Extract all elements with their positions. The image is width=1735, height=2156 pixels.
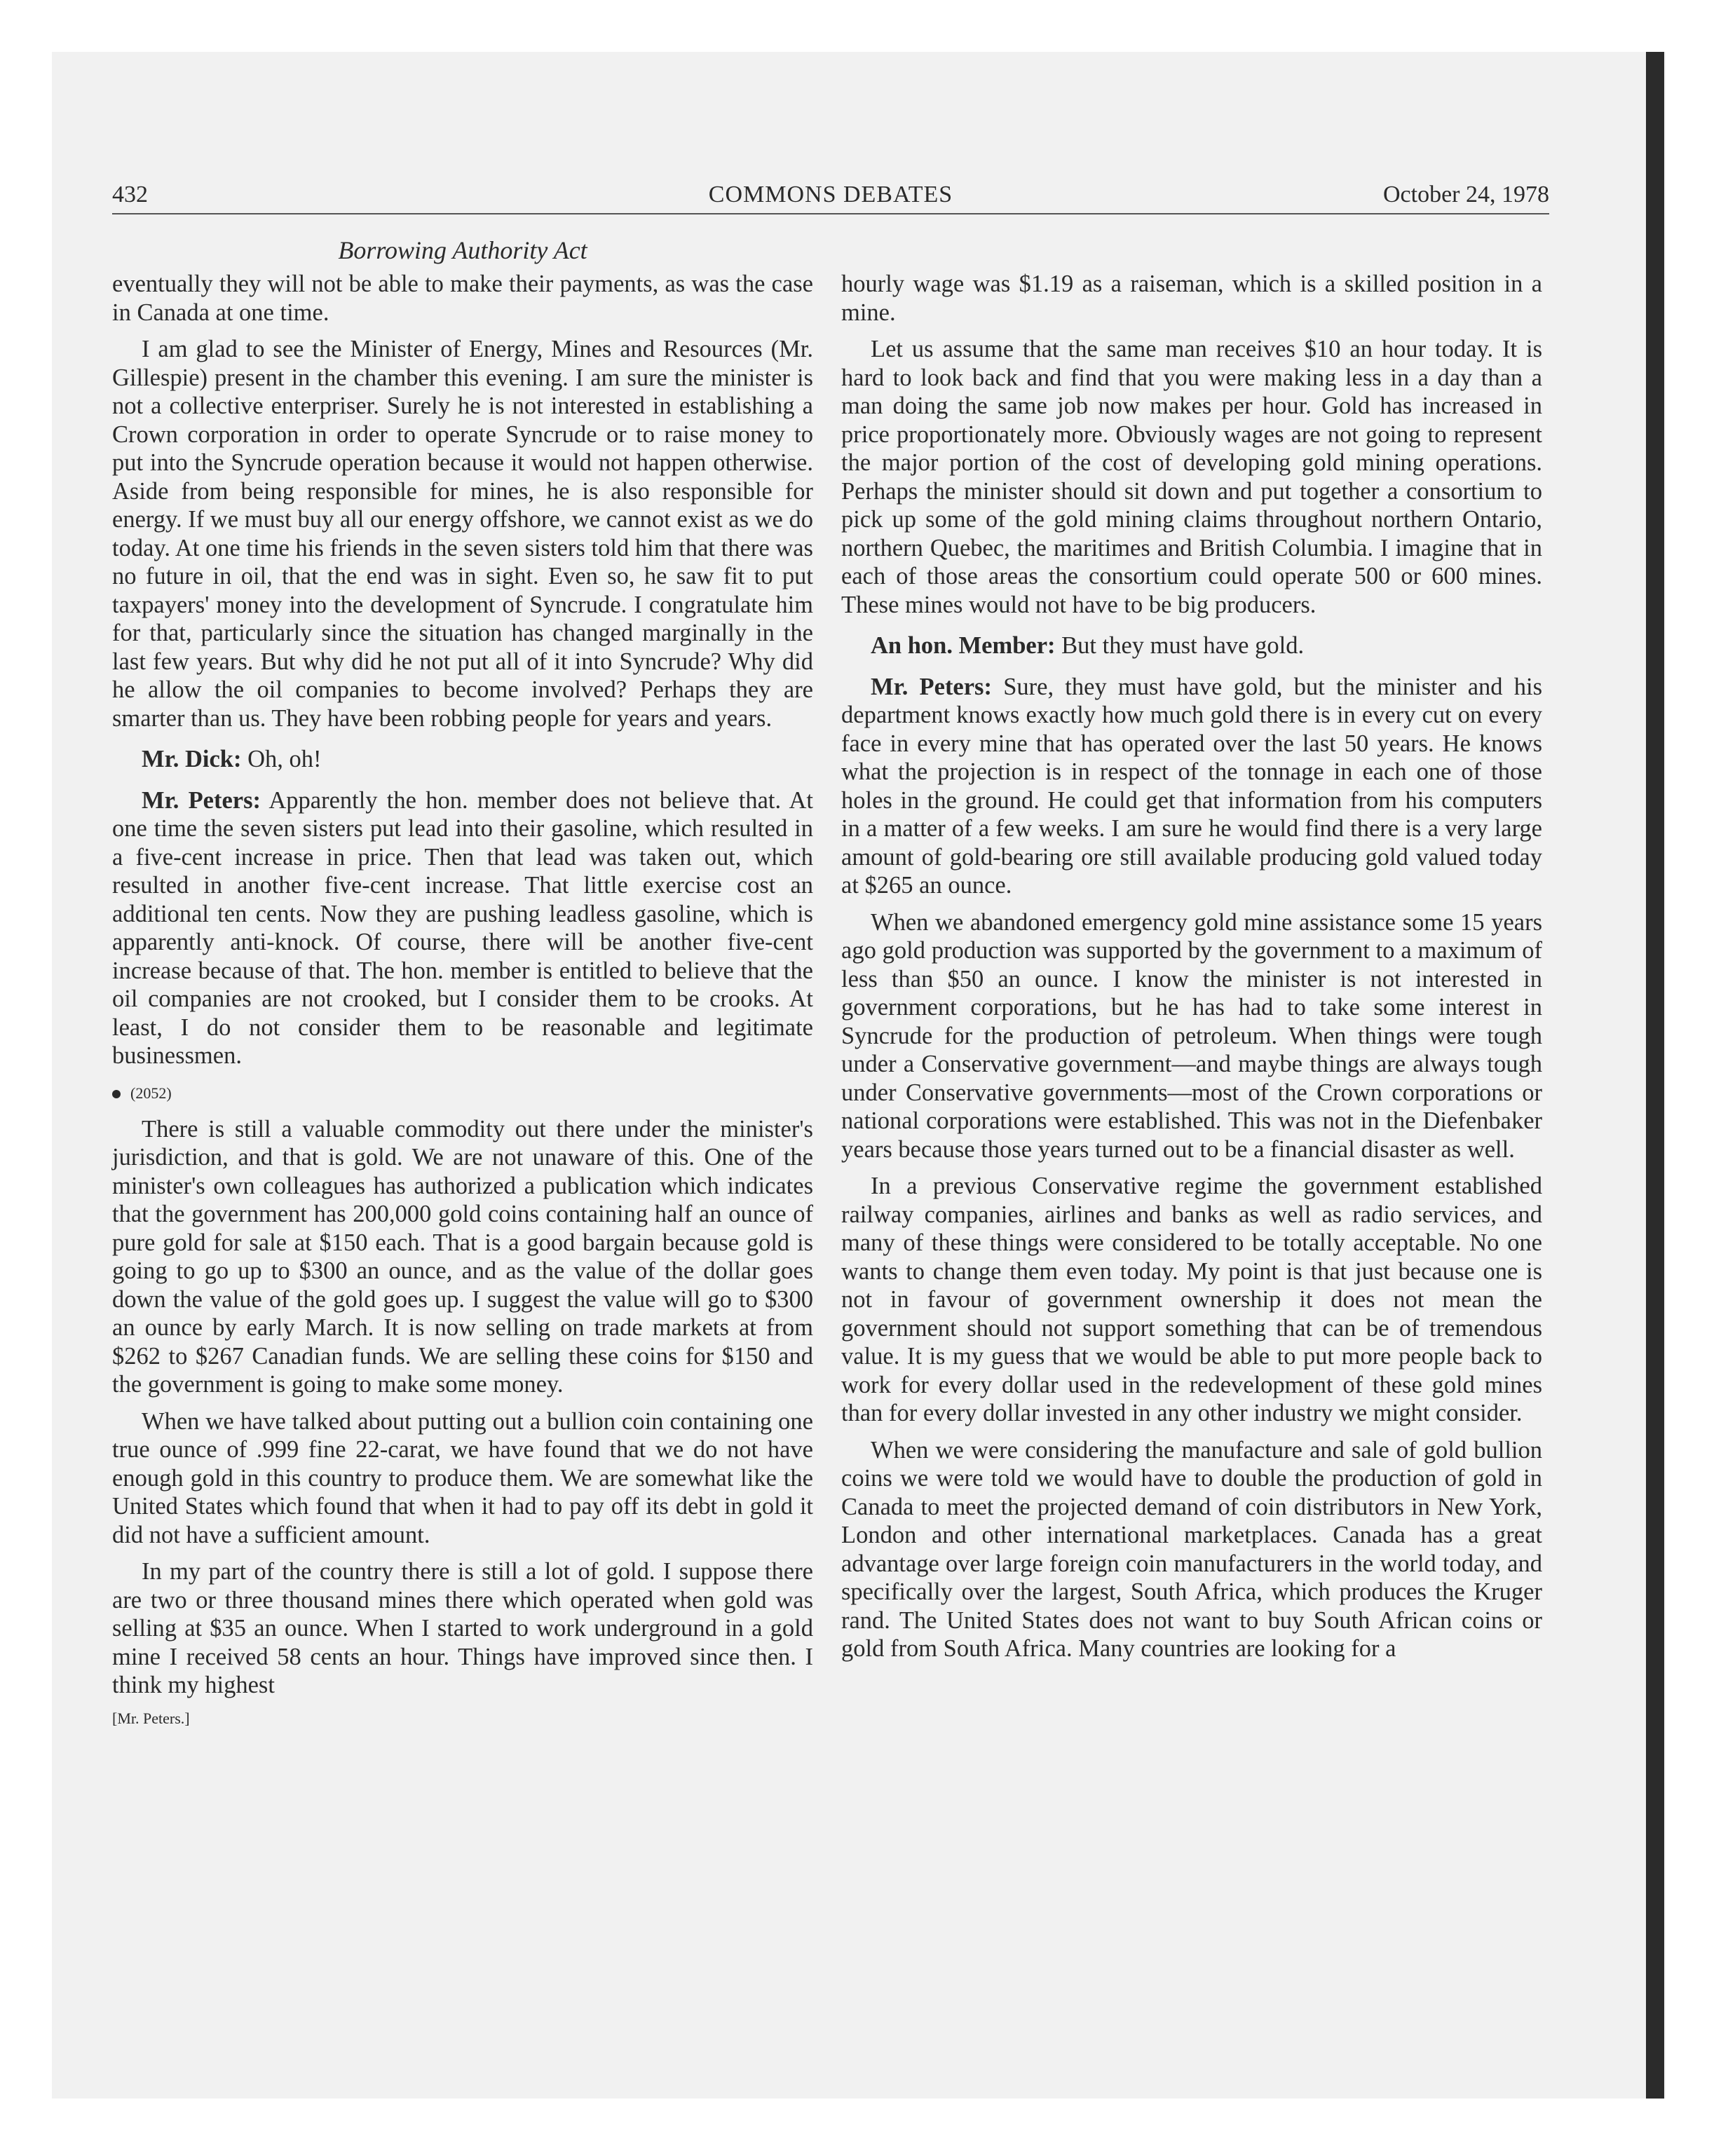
- paragraph-text: In a previous Conservative regime the government established railway companies, airlines and banks as well as radio services, and many of these things were considered to be totally acceptable. No one wants to change them even today. My point is that just because one is not in favour of government ownership it does not mean the government should not support something that can be of tremendous value. It is my guess that we would be able to put more people back to work for every dollar used in the redevelopment of these gold mines than for every dollar invested in any other industry we might consider.: [841, 1173, 1542, 1426]
- bullet-icon: [112, 1090, 121, 1098]
- paragraph: [841, 908, 1542, 1164]
- scan-edge-bar: [1646, 52, 1664, 2099]
- publication-title: COMMONS DEBATES: [708, 182, 953, 207]
- left-column: [112, 270, 813, 1729]
- right-column: [841, 270, 1542, 1672]
- paragraph-text: When we abandoned emergency gold mine assistance some 15 years ago gold production was supported by the government to a maximum of less than $50 an ounce. I know the minister is not interested in government corporations, but he has had to take some interest in Syncrude for the production of petroleum. When things were tough under a Conservative government—and maybe things are always tough under Conservative governments—most of the Crown corporations or national corporations were established. This was not in the Diefenbaker years because those years turned out to be a financial disaster as well.: [841, 908, 1542, 1163]
- speaker-name: Mr. Peters:: [871, 673, 992, 700]
- paragraph-text: Oh, oh!: [247, 746, 322, 772]
- paragraph: [112, 270, 813, 327]
- paragraph: [841, 335, 1542, 619]
- speech-paragraph: [841, 632, 1542, 660]
- paragraph: [841, 270, 1542, 327]
- speaker-name: Mr. Peters:: [142, 786, 261, 814]
- speech-paragraph: [841, 673, 1542, 900]
- paragraph-text: eventually they will not be able to make their payments, as was the case in Canada at one time.: [112, 271, 813, 326]
- paragraph: [841, 1172, 1542, 1428]
- paragraph: [112, 1115, 813, 1399]
- running-head: Borrowing Authority Act: [338, 236, 587, 264]
- paragraph-text: There is still a valuable commodity out there under the minister's jurisdiction, and that is gold. We are not unaware of this. One of the minister's own colleagues has authorized a publication which indicates that the government has 200,000 gold coins containing half an ounce of pure gold for sale at $150 each. That is a good bargain because gold is going to go up to $300 an ounce, and as the value of the dollar goes down the value of the gold goes up. I suggest the value will go to $300 an ounce by early March. It is now selling on trade markets at from $262 to $267 Canadian funds. We are selling these coins for $150 and the government is going to make some money.: [112, 1115, 813, 1398]
- paragraph-text: Let us assume that the same man receives $10 an hour today. It is hard to look back and find that you were making less in a day than a man doing the same job now makes per hour. Gold has increased in price proportionately more. Obviously wages are not going to represent the major portion of the cost of developing gold mining operations. Perhaps the minister should sit down and put together a consortium to pick up some of the gold mining claims throughout northern Ontario, northern Quebec, the maritimes and British Columbia. I imagine that in each of those areas the consortium could operate 500 or 600 mines. These mines would not have to be big producers.: [841, 336, 1542, 618]
- speaker-name: Mr. Dick:: [142, 746, 242, 772]
- page-number: 432: [112, 182, 148, 207]
- time-marker-text: (2052): [130, 1084, 172, 1102]
- publication-date: October 24, 1978: [1382, 182, 1549, 207]
- time-marker: [112, 1083, 813, 1104]
- speech-paragraph: [112, 745, 813, 774]
- paragraph: [112, 1407, 813, 1550]
- paragraph-text: Apparently the hon. member does not believe that. At one time the seven sisters put lead into their gasoline, which resulted in a five-cent increase in price. Then that lead was taken out, which resulted in another five-cent increase. That little exercise cost an additional ten cents. Now they are pushing leadless gasoline, which is apparently anti-knock. Of course, there will be another five-cent increase because of that. The hon. member is entitled to believe that the oil companies are not crooked, but I consider them to be crooks. At least, I do not consider them to be reasonable and legitimate businessmen.: [112, 786, 813, 1069]
- paragraph-text: hourly wage was $1.19 as a raiseman, which is a skilled position in a mine.: [841, 271, 1542, 326]
- page-header: [112, 177, 1549, 214]
- paragraph-text: I am glad to see the Minister of Energy, Mines and Resources (Mr. Gillespie) present in the chamber this evening. I am sure the minister is not a collective enterpriser. Surely he is not interested in establishing a Crown corporation in order to operate Syncrude or to raise money to put into the Syncrude operation because it would not happen otherwise. Aside from being responsible for mines, he is also responsible for energy. If we must buy all our energy offshore, we cannot exist as we do today. At one time his friends in the seven sisters told him that there was no future in oil, that the end was in sight. Even so, he saw fit to put taxpayers' money into the development of Syncrude. I congratulate him for that, particularly since the situation has changed marginally in the last few years. But why did he not put all of it into Syncrude? Why did he allow the oil companies to become involved? Perhaps they are smarter than us. They have been robbing people for years and years.: [112, 336, 813, 732]
- speech-paragraph: [112, 786, 813, 1070]
- paragraph: [112, 1557, 813, 1700]
- speaker-name: An hon. Member:: [871, 632, 1056, 659]
- paragraph-text: When we have talked about putting out a bullion coin containing one true ounce of .999 fine 22-carat, we have found that we do not have enough gold in this country to produce them. We are somewhat like the United States which found that when it had to pay off its debt in gold it did not have a sufficient amount.: [112, 1407, 813, 1548]
- paragraph-text: Sure, they must have gold, but the minister and his department knows exactly how much gold there is in every cut on every face in every mine that has operated over the last 50 years. He knows what the projection is in respect of the tonnage in each one of those holes in the ground. He could get that information from his computers in a matter of a few weeks. I am sure he would find there is a very large amount of gold-bearing ore still available producing gold valued today at $265 an ounce.: [841, 673, 1543, 899]
- paragraph-text: But they must have gold.: [1061, 632, 1305, 659]
- paragraph: [112, 335, 813, 732]
- paragraph-text: When we were considering the manufacture and sale of gold bullion coins we were told we would have to double the production of gold in Canada to meet the projected demand of coin distributors in New York, London and other international marketplaces. Canada has a great advantage over large foreign coin manufacturers in the world today, and specifically over the largest, South Africa, which produces the Kruger rand. The United States does not want to buy South African coins or gold from South Africa. Many countries are looking for a: [841, 1436, 1542, 1662]
- speaker-note: [Mr. Peters.]: [112, 1709, 190, 1727]
- paragraph: [841, 1436, 1542, 1663]
- paragraph-text: In my part of the country there is still a lot of gold. I suppose there are two or three thousand mines there which operated when gold was selling at $35 an ounce. When I started to work underground in a gold mine I received 58 cents an hour. Things have improved since then. I think my highest: [112, 1558, 813, 1698]
